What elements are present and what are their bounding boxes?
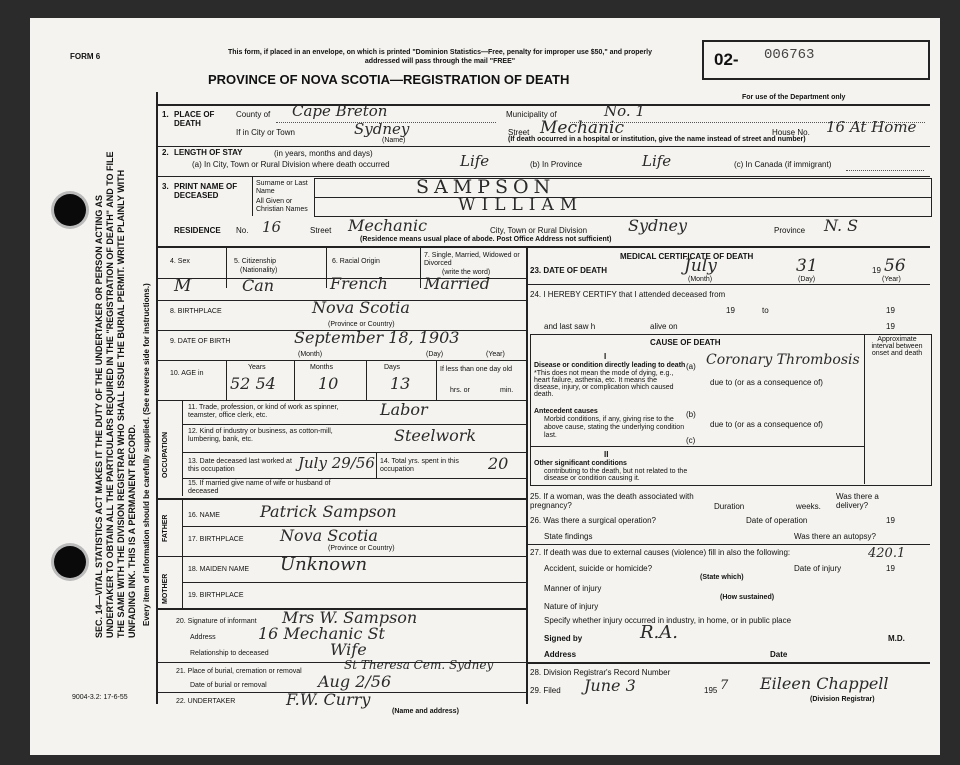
- sec1-label: PLACE OF DEATH: [174, 110, 215, 128]
- residence-province-value: N. S: [824, 216, 859, 235]
- last-worked-value: July 29/56: [298, 454, 375, 472]
- citizenship-value: Can: [242, 276, 275, 295]
- column-divider: [526, 246, 528, 704]
- dod-month-sub: (Month): [688, 276, 713, 283]
- medical-header: MEDICAL CERTIFICATE OF DEATH: [620, 252, 754, 261]
- sec2-label: LENGTH OF STAY: [174, 148, 243, 157]
- autopsy-label: Was there an autopsy?: [794, 532, 876, 541]
- divider: [182, 452, 526, 453]
- divider: [420, 246, 421, 288]
- registrar-sub: (Division Registrar): [810, 696, 875, 703]
- q29-label: 29. Filed: [530, 686, 561, 695]
- filed-year-value: 7: [720, 678, 729, 693]
- municipality-label: Municipality of: [506, 110, 557, 119]
- stay-c-label: (c) In Canada (if immigrant): [734, 160, 832, 169]
- residence-street-value: Mechanic: [348, 216, 428, 235]
- dod-day-sub: (Day): [798, 276, 816, 283]
- undertaker-sub: (Name and address): [392, 708, 459, 715]
- age-label: 10. AGE in: [170, 370, 204, 377]
- father-side-label: FATHER: [162, 514, 169, 542]
- undertaker-label: 22. UNDERTAKER: [176, 698, 236, 705]
- father-birthplace-sub: (Province or Country): [328, 545, 395, 552]
- certify-to-label: to: [762, 306, 769, 315]
- divider: [182, 424, 526, 425]
- cause-c-prefix: (c): [686, 436, 696, 445]
- father-birthplace-label: 17. BIRTHPLACE: [188, 536, 244, 543]
- divider: [226, 246, 227, 288]
- dod-year-sub: (Year): [882, 276, 901, 283]
- form-number: FORM 6: [70, 52, 101, 61]
- residence-city-label: City, Town or Rural Division: [490, 226, 588, 235]
- divider: [182, 478, 526, 479]
- occupation-side-label: OCCUPATION: [162, 431, 169, 478]
- antecedent-note: Morbid conditions, if any, giving rise to the above cause, stating the underlying condition last.: [544, 416, 685, 439]
- cause-header: CAUSE OF DEATH: [650, 338, 721, 347]
- divider: [182, 498, 183, 556]
- q27-label: 27. If death was due to external causes (violence) fill in also the following:: [530, 548, 791, 557]
- divider: [436, 360, 437, 400]
- informant-address-value: 16 Mechanic St: [258, 624, 385, 643]
- injury-19: 19: [886, 564, 895, 573]
- total-years-label: 14. Total yrs. spent in this occupation: [380, 458, 459, 473]
- state-which: (State which): [700, 574, 744, 581]
- age-years-value: 52 54: [230, 374, 276, 393]
- signed-date-label: Date: [770, 650, 788, 659]
- antecedent-label: Antecedent causes: [534, 408, 598, 415]
- divider: [864, 334, 865, 484]
- filed-year-prefix: 195: [704, 686, 718, 695]
- stay-b-value: Life: [642, 152, 672, 170]
- citizenship-label: 5. Citizenship: [234, 258, 277, 265]
- last-saw-label: and last saw h: [544, 322, 596, 331]
- divider: [156, 146, 930, 147]
- form-border: [156, 92, 158, 704]
- trade-value: Labor: [380, 400, 428, 419]
- city-value: Sydney: [354, 120, 410, 138]
- manner-label: Manner of injury: [544, 584, 602, 593]
- certify-19-a: 19: [726, 306, 735, 315]
- operation-19: 19: [886, 516, 895, 525]
- field-line: [846, 170, 924, 171]
- registration-number: 006763: [764, 47, 815, 63]
- burial-place-value: St Theresa Cem. Sydney: [344, 658, 494, 672]
- other-conditions-note: contributing to the death, but not related to the disease or condition causing it.: [544, 468, 688, 482]
- undertaker-value: F.W. Curry: [286, 690, 371, 709]
- trade-label: 11. Trade, profession, or kind of work as spinner, teamster, office clerk, etc.: [188, 404, 339, 419]
- father-name-value: Patrick Sampson: [260, 502, 397, 521]
- margin-note: 420.1: [868, 546, 906, 561]
- registration-number-box: [702, 40, 930, 80]
- dob-month-sub: (Month): [298, 351, 323, 358]
- burial-place-label: 21. Place of burial, cremation or removal: [176, 668, 302, 675]
- residence-no-label: No.: [236, 226, 249, 235]
- vital-statistics-notice: SEC. 14—VITAL STATISTICS ACT MAKES IT THE DUTY OF THE UNDERTAKER OR PERSON ACTING AS UNDERTAKER TO OBTAIN ALL THE PARTICULARS REQUIRED IN THE "REGISTRATION OF DEATH" AND TO FILE THE SAME WITH THE DIVISION REGISTRAR WHO SHALL ISSUE THE BURIAL PERMIT. WRITE PLAINLY WITH UNFADING INK. THIS IS A PERMANENT RECORD.: [94, 151, 137, 638]
- house-value: 16 At Home: [826, 118, 917, 136]
- age-months-label: Months: [310, 364, 333, 371]
- q25-label: 25. If a woman, was the death associated with pregnancy?: [530, 492, 694, 510]
- residence-label: RESIDENCE: [174, 226, 221, 235]
- operation-date-label: Date of operation: [746, 516, 808, 525]
- street-value: Mechanic: [540, 118, 624, 138]
- informant-signature-label: 20. Signature of informant: [176, 618, 257, 625]
- date-of-death-year: 56: [884, 256, 906, 276]
- marital-value: Married: [424, 274, 491, 293]
- given-value: WILLIAM: [458, 195, 584, 215]
- divider: [182, 582, 526, 583]
- age-days-value: 13: [390, 374, 411, 393]
- direct-cause-label: Disease or condition directly leading to death: [534, 362, 686, 369]
- industry-value: Steelwork: [394, 426, 477, 445]
- racial-label: 6. Racial Origin: [332, 258, 380, 265]
- sex-label: 4. Sex: [170, 258, 190, 265]
- certify-label: 24. I HEREBY CERTIFY that I attended deceased from: [530, 290, 726, 299]
- date-of-death-label: 23. DATE OF DEATH: [530, 266, 608, 275]
- mother-maiden-label: 18. MAIDEN NAME: [188, 566, 250, 573]
- sec2-num: 2.: [162, 148, 169, 157]
- death-registration-form: [30, 18, 940, 755]
- q26-label: 26. Was there a surgical operation?: [530, 516, 656, 525]
- stay-a-value: Life: [460, 152, 490, 170]
- surname-label: Surname or Last Name: [256, 180, 308, 195]
- informant-signature-value: Mrs W. Sampson: [282, 608, 418, 627]
- cause-a-prefix: (a): [686, 362, 696, 371]
- divider: [526, 662, 930, 664]
- birthplace-label: 8. BIRTHPLACE: [170, 308, 222, 315]
- filed-value: June 3: [584, 676, 636, 695]
- cause-a-value: Coronary Thrombosis: [706, 352, 860, 368]
- given-label: All Given or Christian Names: [256, 198, 308, 213]
- sec3-label: PRINT NAME OF DECEASED: [174, 182, 238, 200]
- divider: [182, 400, 183, 496]
- racial-value: French: [330, 274, 388, 293]
- residence-city-value: Sydney: [628, 216, 688, 235]
- min-label: min.: [500, 387, 514, 394]
- marital-label: 7. Single, Married, Widowed or Divorced: [424, 252, 520, 267]
- surname-value: SAMPSON: [416, 176, 556, 198]
- alive-on-label: alive on: [650, 322, 678, 331]
- sec2-label-sub: (in years, months and days): [274, 149, 373, 158]
- residence-province-label: Province: [774, 226, 806, 235]
- side-instructions: Every item of information should be carefully supplied. (See reverse side for instructions.): [142, 283, 151, 626]
- street-label: Street: [508, 128, 530, 137]
- divider: [526, 284, 930, 285]
- injury-date-label: Date of injury: [794, 564, 842, 573]
- father-birthplace-value: Nova Scotia: [280, 526, 378, 545]
- due-to-b: due to (or as a consequence of): [710, 420, 823, 429]
- divider: [156, 246, 930, 248]
- mother-birthplace-label: 19. BIRTHPLACE: [188, 592, 244, 599]
- due-to-a: due to (or as a consequence of): [710, 378, 823, 387]
- hrs-label: hrs. or: [450, 387, 470, 394]
- county-value: Cape Breton: [292, 102, 388, 120]
- sec3-num: 3.: [162, 182, 169, 191]
- sec1-num: 1.: [162, 110, 169, 119]
- divider: [530, 446, 864, 447]
- divider: [252, 176, 253, 216]
- residence-note: (Residence means usual place of abode. Post Office Address not sufficient): [360, 236, 612, 243]
- divider: [156, 360, 526, 361]
- relationship-value: Wife: [330, 640, 367, 659]
- father-name-label: 16. NAME: [188, 512, 220, 519]
- marital-sub: (write the word): [442, 269, 491, 276]
- informant-address-label: Address: [190, 634, 216, 641]
- dob-label: 9. DATE OF BIRTH: [170, 338, 231, 345]
- hospital-note: (If death occurred in a hospital or institution, give the name instead of street and number): [508, 136, 806, 143]
- dob-day-sub: (Day): [426, 351, 444, 358]
- municipality-value: No. 1: [604, 102, 645, 120]
- print-code: 9004-3.2: 17-6-55: [72, 694, 128, 701]
- burial-date-value: Aug 2/56: [318, 672, 392, 691]
- mother-maiden-value: Unknown: [280, 554, 368, 575]
- birthplace-sub: (Province or Country): [328, 321, 395, 328]
- department-use-note: For use of the Department only: [742, 94, 846, 101]
- given-box: [314, 197, 932, 217]
- registration-prefix: 02-: [714, 50, 739, 69]
- surname-box: [314, 178, 932, 198]
- spouse-label: 15. If married give name of wife or husband of deceased: [188, 480, 331, 495]
- specify-label: Specify whether injury occurred in industry, in home, or in public place: [544, 616, 792, 625]
- part-two: II: [604, 450, 609, 459]
- age-days-label: Days: [384, 364, 400, 371]
- residence-street-label: Street: [310, 226, 332, 235]
- stay-b-label: (b) In Province: [530, 160, 583, 169]
- interval-label: Approximate interval between onset and death: [871, 336, 923, 357]
- relationship-label: Relationship to deceased: [190, 650, 269, 657]
- divider: [366, 360, 367, 400]
- divider: [156, 498, 526, 500]
- city-sub: (Name): [382, 137, 406, 144]
- q28-label: 28. Division Registrar's Record Number: [530, 668, 671, 677]
- birthplace-value: Nova Scotia: [312, 298, 410, 317]
- dod-year-prefix: 19: [872, 266, 881, 275]
- date-of-death-day: 31: [796, 256, 818, 276]
- date-of-death-month: July: [684, 256, 717, 276]
- md-label: M.D.: [888, 634, 905, 643]
- delivery-label: Was there a delivery?: [836, 492, 879, 510]
- mother-side-label: MOTHER: [162, 573, 169, 604]
- alive-19: 19: [886, 322, 895, 331]
- less-than-day-label: If less than one day old: [440, 366, 512, 373]
- accident-label: Accident, suicide or homicide?: [544, 564, 653, 573]
- how-sustained: (How sustained): [720, 594, 775, 601]
- last-worked-label: 13. Date deceased last worked at this occupation: [188, 458, 292, 473]
- age-years-label: Years: [248, 364, 266, 371]
- other-conditions-label: Other significant conditions: [534, 460, 627, 467]
- citizenship-sub: (Nationality): [240, 267, 278, 274]
- house-label: House No.: [772, 128, 810, 137]
- envelope-note: This form, if placed in an envelope, on which is printed "Dominion Statistics—Free, penalty for improper use $50," and properly addressed will pass through the mail "FREE": [228, 49, 652, 65]
- direct-cause-note: *This does not mean the mode of dying, e.g., heart failure, asthenia, etc. It means the disease, injury, or complication which caused death.: [534, 370, 674, 398]
- county-label: County of: [236, 110, 271, 119]
- divider: [294, 360, 295, 400]
- weeks-label: weeks.: [796, 502, 821, 511]
- total-years-value: 20: [488, 454, 509, 473]
- part-one: I: [604, 352, 607, 361]
- duration-label: Duration: [714, 502, 745, 511]
- burial-date-label: Date of burial or removal: [190, 682, 267, 689]
- signed-by-value: R.A.: [640, 622, 678, 643]
- dob-value: September 18, 1903: [294, 328, 460, 347]
- sex-value: M: [174, 276, 192, 296]
- registrar-signature: Eileen Chappell: [760, 674, 889, 693]
- city-label: If in City or Town: [236, 128, 295, 137]
- divider: [326, 246, 327, 288]
- divider: [156, 400, 526, 401]
- divider: [376, 452, 377, 478]
- punch-hole: [54, 546, 86, 578]
- age-months-value: 10: [318, 374, 339, 393]
- punch-hole: [54, 194, 86, 226]
- nature-label: Nature of injury: [544, 602, 599, 611]
- signed-address-label: Address: [544, 650, 577, 659]
- divider: [156, 104, 930, 106]
- signed-by-label: Signed by: [544, 634, 583, 643]
- industry-label: 12. Kind of industry or business, as cotton-mill, lumbering, bank, etc.: [188, 428, 333, 443]
- cause-b-prefix: (b): [686, 410, 696, 419]
- dob-year-sub: (Year): [486, 351, 505, 358]
- stay-a-label: (a) In City, Town or Rural Division where death occurred: [192, 160, 390, 169]
- divider: [226, 360, 227, 400]
- form-title: PROVINCE OF NOVA SCOTIA—REGISTRATION OF DEATH: [208, 72, 570, 87]
- divider: [526, 544, 930, 545]
- residence-no-value: 16: [262, 218, 282, 236]
- findings-label: State findings: [544, 532, 593, 541]
- certify-19-b: 19: [886, 306, 895, 315]
